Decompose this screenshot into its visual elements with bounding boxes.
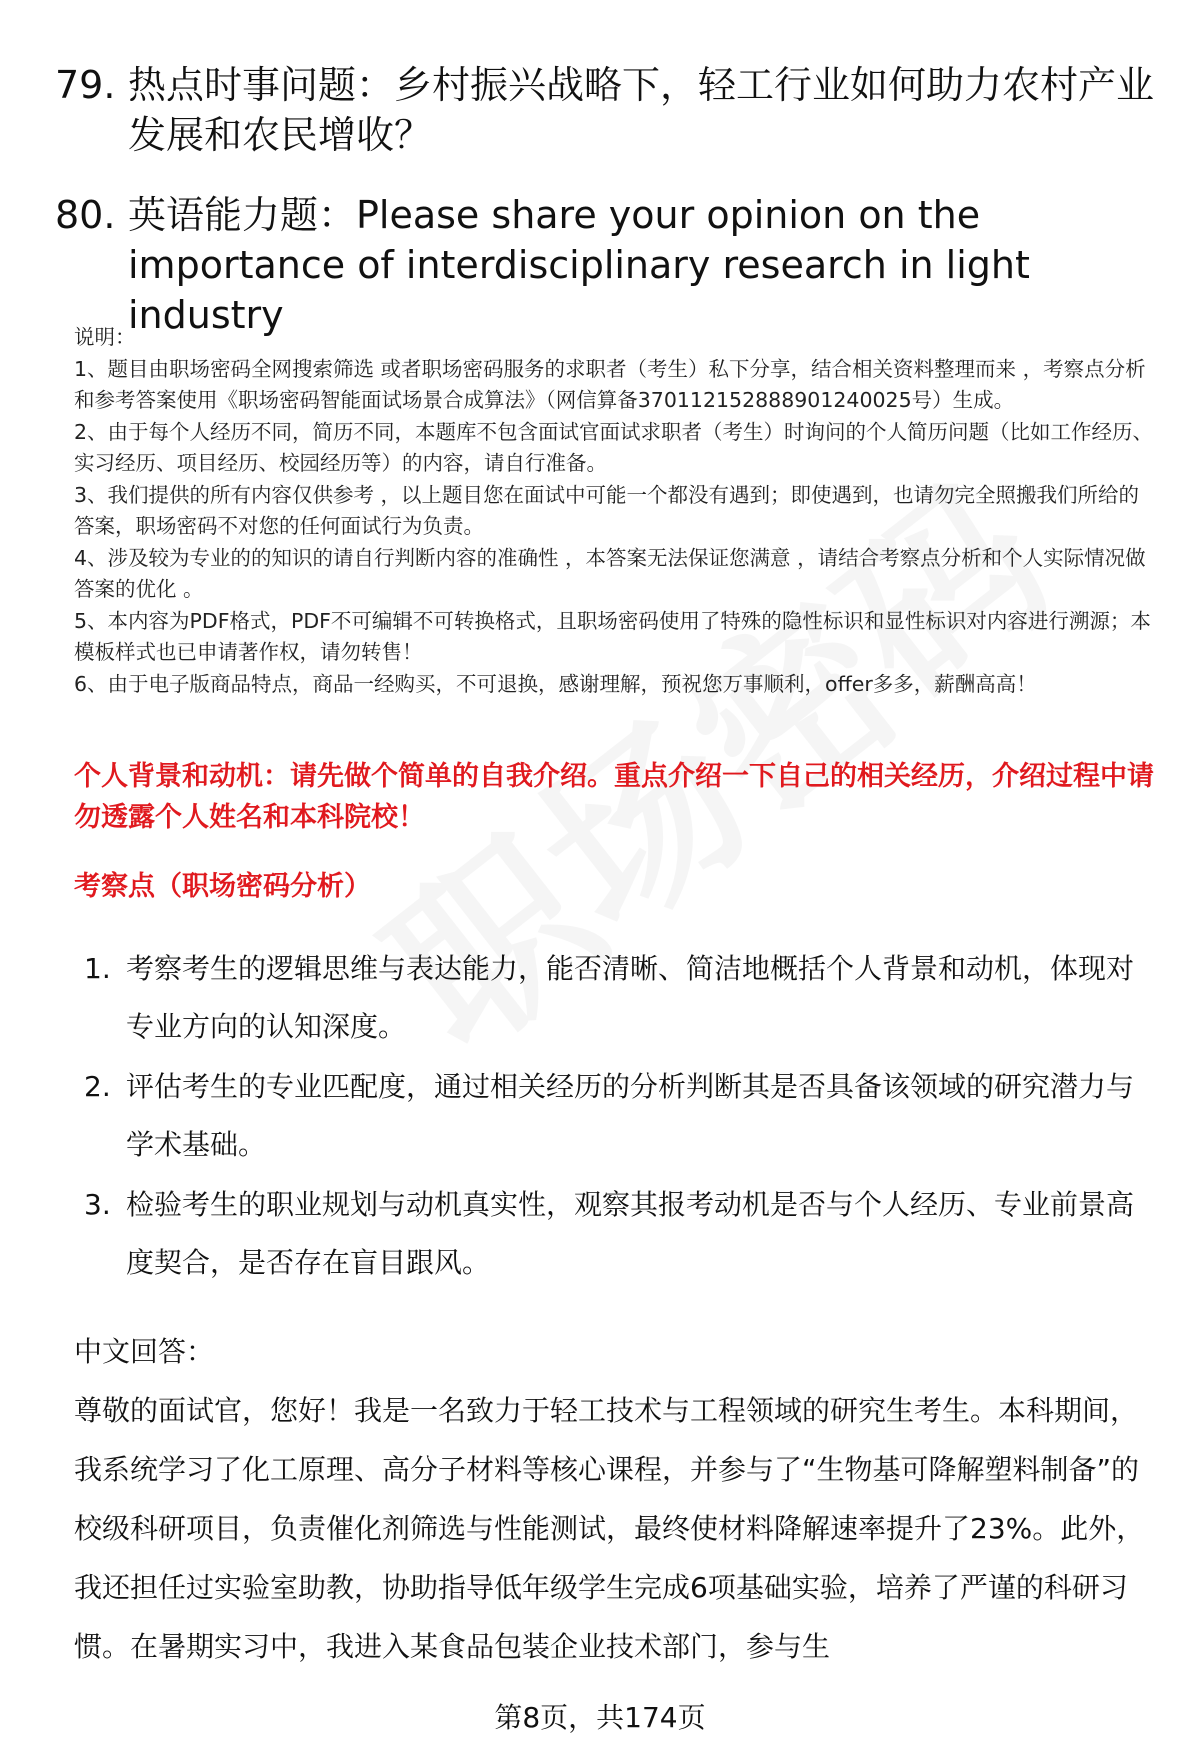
question-79 bbox=[55, 60, 1155, 160]
question-80 bbox=[55, 190, 1155, 340]
point-number: 2. bbox=[84, 1070, 111, 1103]
analysis-point bbox=[84, 940, 1144, 1056]
question-number: 80. bbox=[55, 193, 116, 237]
analysis-point bbox=[84, 1176, 1144, 1292]
answer-label: 中文回答： bbox=[74, 1335, 215, 1368]
point-text: 考察考生的逻辑思维与表达能力，能否清晰、简洁地概括个人背景和动机，体现对专业方向的认知深度。 bbox=[126, 952, 1135, 1043]
page-footer: 第8页，共174页 bbox=[494, 1701, 706, 1734]
disclaimer-notes bbox=[74, 322, 1154, 700]
analysis-points bbox=[84, 940, 1144, 1294]
note-item: 3、我们提供的所有内容仅供参考 ，以上题目您在面试中可能一个都没有遇到；即使遇到，也请勿完全照搬我们所给的答案，职场密码不对您的任何面试行为负责。 bbox=[74, 482, 1140, 538]
note-item: 1、题目由职场密码全网搜索筛选 或者职场密码服务的求职者（考生）私下分享，结合相关资料整理而来 ，考察点分析和参考答案使用《职场密码智能面试场景合成算法》（网信算备370112152888901240025号）生成。 bbox=[74, 356, 1146, 412]
answer-text: 尊敬的面试官，您好！我是一名致力于轻工技术与工程领域的研究生考生。本科期间，我系统学习了化工原理、高分子材料等核心课程，并参与了“生物基可降解塑料制备”的校级科研项目，负责催化剂筛选与性能测试，最终使材料降解速率提升了23%。此外，我还担任过实验室助教，协助指导低年级学生完成6项基础实验，培养了严谨的科研习惯。在暑期实习中，我进入某食品包装企业技术部门，参与生 bbox=[74, 1394, 1145, 1663]
point-number: 3. bbox=[84, 1188, 111, 1221]
note-item: 2、由于每个人经历不同，简历不同，本题库不包含面试官面试求职者（考生）时询问的个人简历问题（比如工作经历、实习经历、项目经历、校园经历等）的内容，请自行准备。 bbox=[74, 419, 1154, 475]
analysis-title: 考察点（职场密码分析） bbox=[74, 871, 371, 902]
point-number: 1. bbox=[84, 952, 111, 985]
notes-heading: 说明： bbox=[74, 325, 136, 349]
question-text: 热点时事问题：乡村振兴战略下，轻工行业如何助力农村产业发展和农民增收？ bbox=[128, 63, 1155, 157]
question-number: 79. bbox=[55, 63, 116, 107]
background-question: 个人背景和动机：请先做个简单的自我介绍。重点介绍一下自己的相关经历，介绍过程中请勿透露个人姓名和本科院校！ bbox=[74, 761, 1154, 833]
note-item: 5、本内容为PDF格式，PDF不可编辑不可转换格式，且职场密码使用了特殊的隐性标识和显性标识对内容进行溯源；本模板样式也已申请著作权，请勿转售！ bbox=[74, 608, 1151, 664]
answer-section bbox=[74, 1322, 1148, 1676]
analysis-point bbox=[84, 1058, 1144, 1174]
point-text: 评估考生的专业匹配度，通过相关经历的分析判断其是否具备该领域的研究潜力与学术基础。 bbox=[126, 1070, 1135, 1161]
point-text: 检验考生的职业规划与动机真实性，观察其报考动机是否与个人经历、专业前景高度契合，是否存在盲目跟风。 bbox=[126, 1188, 1135, 1279]
note-item: 6、由于电子版商品特点，商品一经购买，不可退换，感谢理解，预祝您万事顺利，offer多多，薪酬高高！ bbox=[74, 671, 1037, 696]
question-text: 英语能力题：Please share your opinion on the importance of interdisciplinary research in light industry bbox=[128, 193, 1030, 337]
note-item: 4、涉及较为专业的的知识的请自行判断内容的准确性 ，本答案无法保证您满意 ，请结合考察点分析和个人实际情况做答案的优化 。 bbox=[74, 545, 1146, 601]
